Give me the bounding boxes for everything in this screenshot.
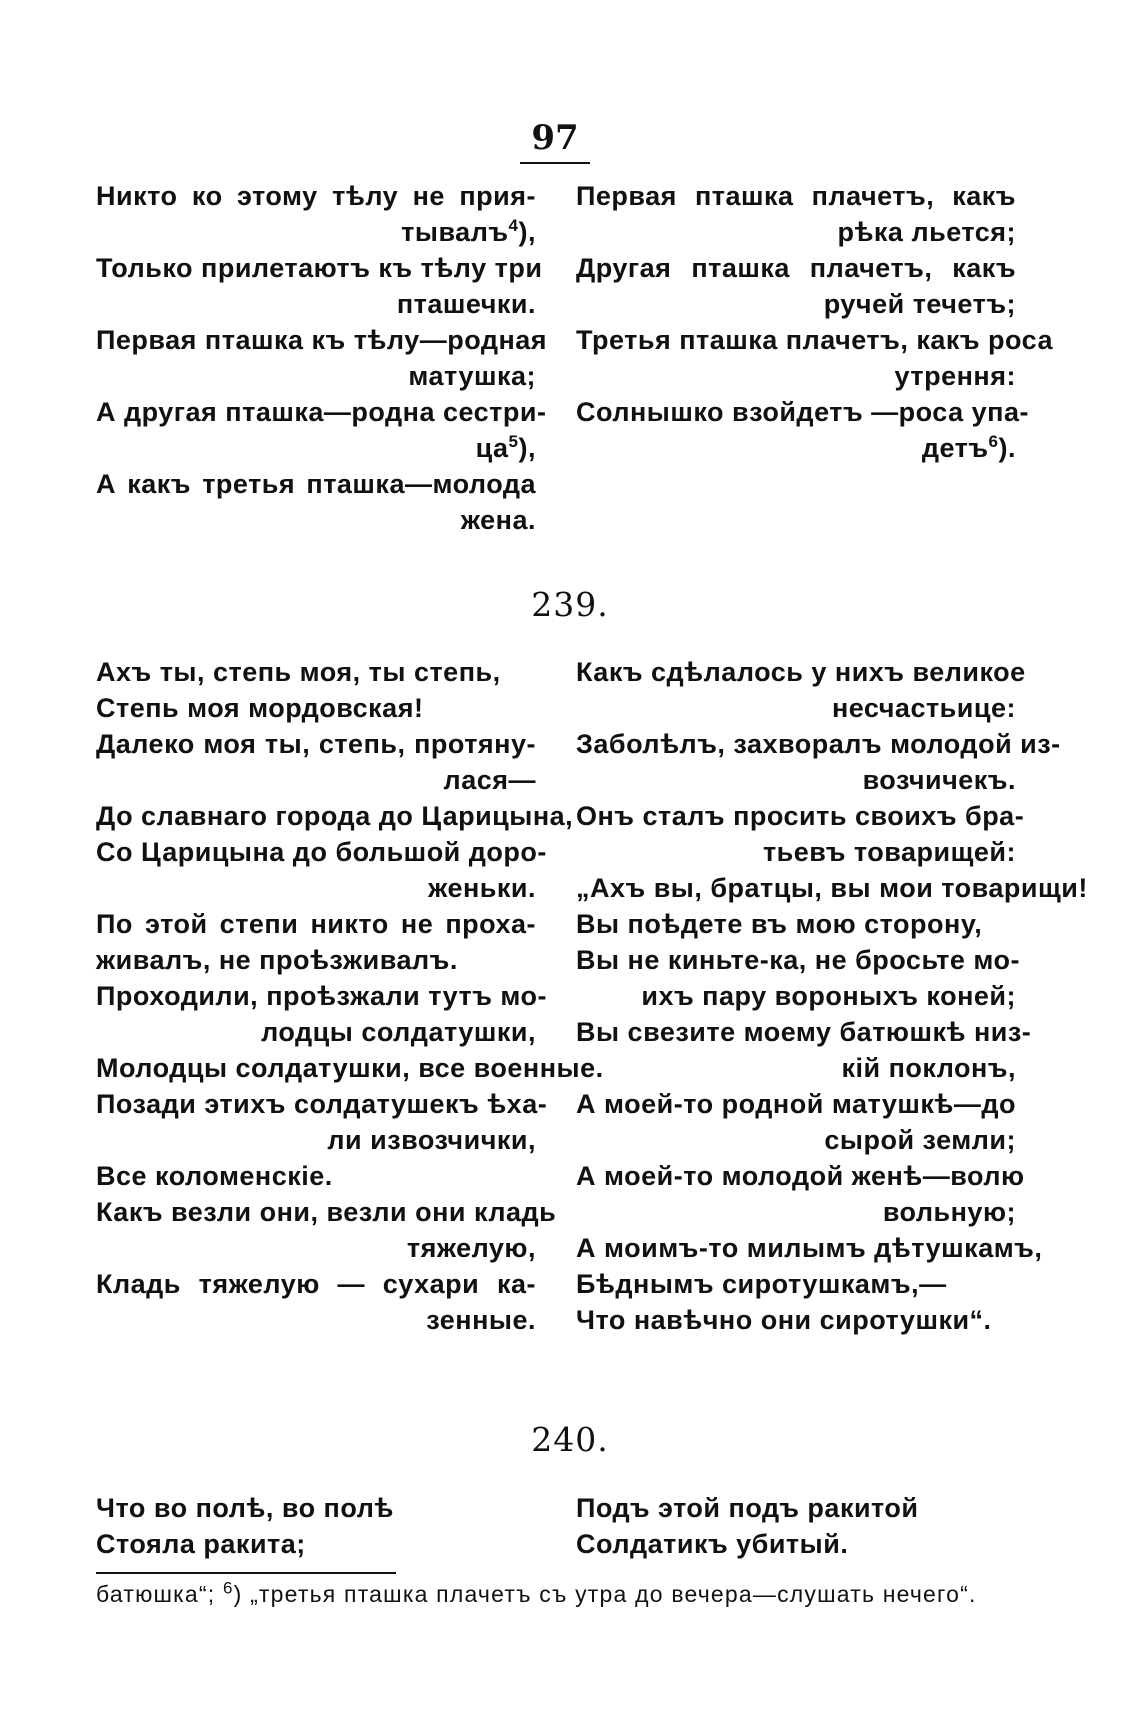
footnote-ref: 4 [508,216,519,235]
verse-line [96,798,574,834]
verse-line [576,798,1025,834]
verse-line [96,1194,557,1230]
verse-line-text: Со Царицына до большой доро- [96,837,547,867]
poem-240-left-column [96,1490,536,1562]
verse-line-text: Какъ везли они, везли они кладь [96,1197,557,1227]
verse-line [96,358,536,394]
verse-line [576,214,1016,250]
verse-line-text: ли извозчички, [327,1125,536,1155]
verse-line [96,286,536,322]
verse-line [96,502,536,538]
verse-line-text: пташечки. [396,289,536,319]
verse-line-text: Молодцы солдатушки, все военные. [96,1053,604,1083]
verse-line-text: До славнаго города до Царицына, [96,801,574,831]
verse-line-text: несчастьице: [831,693,1016,723]
verse-line [576,1230,1043,1266]
poem-240-right-column [576,1490,1016,1562]
verse-line [576,978,1016,1014]
poem-239-right-column [576,654,1088,1338]
verse-line-text: Степь моя мордовская! [96,693,424,723]
verse-line-text: возчичекъ. [862,765,1016,795]
verse-line [96,1302,536,1338]
verse-line-text: По этой степи никто не проха- [96,909,536,939]
verse-line-text: ца [475,433,509,463]
verse-line [96,178,536,214]
verse-line [576,322,1054,358]
verse-line-text: ручей течетъ; [823,289,1016,319]
verse-line-text: живалъ, не проѣзживалъ. [96,945,458,975]
verse-line [96,214,536,250]
verse-line-text: Позади этихъ солдатушекъ ѣха- [96,1089,548,1119]
verse-line-punct: ), [518,217,536,247]
verse-line [576,1266,1016,1302]
verse-line [96,762,536,798]
poem-239-left-column [96,654,604,1338]
footnote-ref: 5 [508,432,519,451]
verse-line-text: детъ [921,433,989,463]
verse-line-text: лодцы солдатушки, [261,1017,536,1047]
verse-line [96,1266,536,1302]
verse-line-text: Далеко моя ты, степь, протяну- [96,729,536,759]
verse-line [96,1490,536,1526]
verse-line [576,762,1016,798]
verse-line [576,358,1016,394]
verse-line [96,1230,536,1266]
verse-line-text: сырой земли; [824,1125,1016,1155]
verse-line-text: Кладь тяжелую — сухари ка- [96,1269,536,1299]
verse-line-text: Никто ко этому тѣлу не прия- [96,181,536,211]
verse-line-text: Третья пташка плачетъ, какъ роса [576,325,1054,355]
verse-line [576,1086,1016,1122]
verse-line-text: Первая пташка къ тѣлу—родная [96,325,548,355]
verse-line [576,1050,1016,1086]
verse-line [96,1014,536,1050]
poem-continued-left-column [96,178,548,538]
verse-line-text: Только прилетаютъ къ тѣлу три [96,253,543,283]
verse-line [576,1194,1016,1230]
footnote-prefix: батюшка“; [96,1581,223,1607]
verse-line [96,1050,604,1086]
verse-line-text: утрення: [894,361,1016,391]
verse-line [576,430,1016,466]
verse-line [576,1302,1016,1338]
verse-line [576,1490,1016,1526]
verse-line-text: А другая пташка—родна сестри- [96,397,547,427]
verse-line [96,1086,548,1122]
verse-line [576,394,1029,430]
verse-line [96,942,536,978]
verse-line-text: Солдатикъ убитый. [576,1529,849,1559]
verse-line [576,870,1088,906]
verse-line-text: Первая пташка плачетъ, какъ [576,181,1016,211]
footnote-text: ) „третья пташка плачетъ съ утра до вечера—слушать нечего“. [233,1581,977,1607]
verse-line-text: ихъ пару вороныхъ коней; [641,981,1016,1011]
verse-line-text: Все коломенскіе. [96,1161,333,1191]
verse-line-text: Солнышко взойдетъ —роса упа- [576,397,1029,427]
verse-line-punct: ), [518,433,536,463]
verse-line [576,690,1016,726]
verse-line [96,466,536,502]
verse-line [576,178,1016,214]
verse-line [96,906,536,942]
verse-line-text: зенные. [426,1305,536,1335]
footnote [96,1580,1018,1608]
verse-line-text: Что во полѣ, во полѣ [96,1493,394,1523]
verse-line [96,1158,536,1194]
verse-line-text: Онъ сталъ просить своихъ бра- [576,801,1025,831]
verse-line-text: А моей-то родной матушкѣ—до [576,1089,1016,1119]
verse-line [576,250,1016,286]
verse-line [96,870,536,906]
verse-line [96,1122,536,1158]
verse-line [96,726,536,762]
verse-line-text: Подъ этой подъ ракитой [576,1493,919,1523]
verse-line [96,654,536,690]
verse-line [576,942,1021,978]
section-number-240: 240. [531,1420,609,1459]
verse-line-text: Проходили, проѣзжали тутъ мо- [96,981,548,1011]
verse-line-text: лася— [443,765,536,795]
verse-line-text: рѣка льется; [837,217,1016,247]
verse-line [96,430,536,466]
verse-line-text: А какъ третья пташка—молода [96,469,536,499]
footnote-rule [96,1572,396,1574]
verse-line-text: Стояла ракита; [96,1529,306,1559]
verse-line-text: Заболѣлъ, захворалъ молодой из- [576,729,1061,759]
verse-line-text: Что навѣчно они сиротушки“. [576,1305,992,1335]
footnote-marker: 6 [222,1578,234,1598]
verse-line [576,1014,1032,1050]
verse-line [576,726,1061,762]
verse-line-punct: ). [998,433,1016,463]
verse-line [576,834,1016,870]
verse-line-text: вольную; [882,1197,1016,1227]
verse-line [576,1158,1025,1194]
verse-line [96,250,543,286]
verse-line [96,978,548,1014]
verse-line-text: матушка; [408,361,536,391]
verse-line-text: Ахъ ты, степь моя, ты степь, [96,657,501,687]
verse-line-text: Вы свезите моему батюшкѣ низ- [576,1017,1032,1047]
verse-line [576,286,1016,322]
verse-line-text: Другая пташка плачетъ, какъ [576,253,1016,283]
footnote-ref: 6 [988,432,999,451]
verse-line-text: Вы не киньте-ка, не бросьте мо- [576,945,1021,975]
verse-line [96,322,548,358]
verse-line [576,654,1026,690]
verse-line [96,1526,536,1562]
verse-line-text: Вы поѣдете въ мою сторону, [576,909,983,939]
verse-line [576,1122,1016,1158]
verse-line-text: жена. [460,505,536,535]
verse-line [96,394,547,430]
verse-line [96,690,536,726]
poem-continued-right-column [576,178,1054,466]
verse-line-text: тьевъ товарищей: [762,837,1016,867]
verse-line-text: Бѣднымъ сиротушкамъ,— [576,1269,947,1299]
section-number-239: 239. [531,585,609,624]
verse-line [576,906,1016,942]
verse-line [576,1526,1016,1562]
page-number: 97 [520,118,590,164]
verse-line-text: кій поклонъ, [841,1053,1016,1083]
verse-line-text: тяжелую, [406,1233,536,1263]
verse-line-text: А моей-то молодой женѣ—волю [576,1161,1025,1191]
verse-line-text: А моимъ-то милымъ дѣтушкамъ, [576,1233,1043,1263]
verse-line [96,834,547,870]
verse-line-text: „Ахъ вы, братцы, вы мои товарищи! [576,873,1088,903]
verse-line-text: тывалъ [401,217,509,247]
verse-line-text: Какъ сдѣлалось у нихъ великое [576,657,1026,687]
verse-line-text: женьки. [428,873,536,903]
